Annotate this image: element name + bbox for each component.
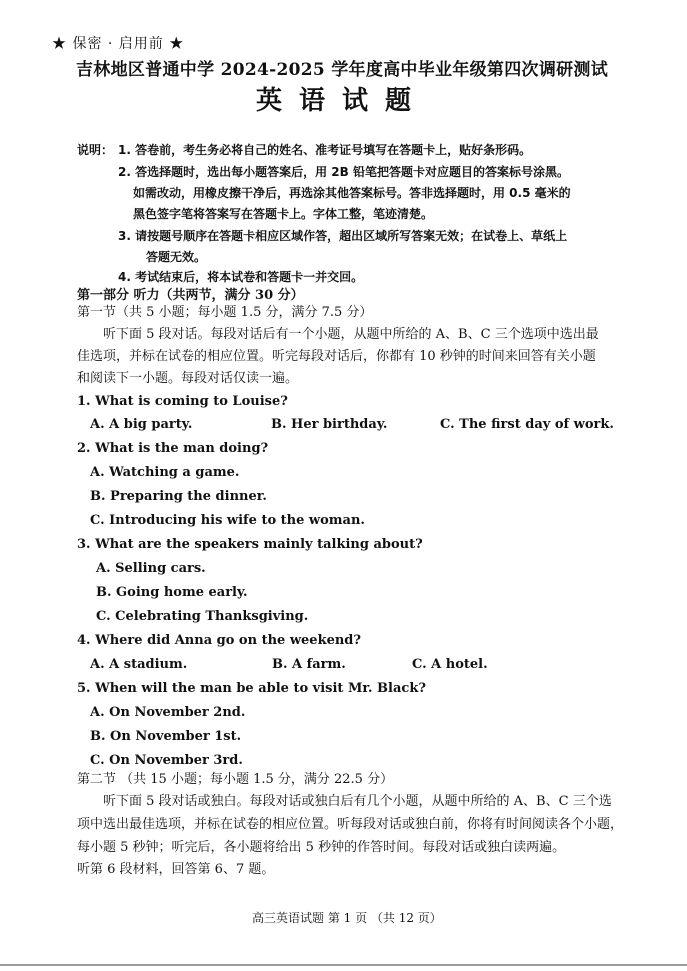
question-option: B. Her birthday. bbox=[271, 417, 388, 432]
instruction-line-6: 答题无效。 bbox=[146, 250, 207, 264]
subject-title: 英语试题 bbox=[256, 86, 429, 116]
question-stem: 2. What is the man doing? bbox=[77, 441, 269, 456]
section2-directions-line-2: 项中选出最佳选项，并标在试卷的相应位置。听每段对话或独白前，你将有时间阅读各个小题， bbox=[77, 817, 624, 832]
question-stem: 3. What are the speakers mainly talking about? bbox=[77, 537, 423, 552]
question-option: B. On November 1st. bbox=[90, 729, 242, 744]
question-option: A. Watching a game. bbox=[90, 465, 240, 480]
question-option: B. Going home early. bbox=[96, 585, 248, 600]
question-option: A. A stadium. bbox=[90, 657, 188, 672]
instructions-label: 说明： bbox=[77, 143, 114, 157]
question-option: C. On November 3rd. bbox=[90, 753, 243, 768]
section1-title: 第一节（共 5 小题；每小题 1.5 分，满分 7.5 分） bbox=[77, 305, 373, 320]
question-option: A. Selling cars. bbox=[96, 561, 206, 576]
page-footer: 高三英语试题 第 1 页 （共 12 页） bbox=[252, 911, 442, 925]
instruction-line-3: 如需改动，用橡皮擦干净后，再选涂其他答案标号。答非选择题时，用 0.5 毫米的 bbox=[133, 186, 571, 200]
instruction-line-5: 3. 请按题号顺序在答题卡相应区域作答，超出区域所写答案无效；在试卷上、草纸上 bbox=[118, 229, 568, 243]
instruction-line-1: 1. 答卷前，考生务必将自己的姓名、准考证号填写在答题卡上，贴好条形码。 bbox=[118, 143, 532, 157]
question-stem: 1. What is coming to Louise? bbox=[77, 394, 288, 409]
part1-title: 第一部分 听力（共两节，满分 30 分） bbox=[77, 288, 304, 303]
question-option: A. A big party. bbox=[90, 417, 193, 432]
question-option: A. On November 2nd. bbox=[90, 705, 246, 720]
question-option: C. The first day of work. bbox=[440, 417, 614, 432]
exam-title: 吉林地区普通中学 2024-2025 学年度高中毕业年级第四次调研测试 bbox=[76, 60, 609, 80]
section2-material-note: 听第 6 段材料，回答第 6、7 题。 bbox=[77, 862, 275, 877]
section1-directions-line-3: 和阅读下一小题。每段对话仅读一遍。 bbox=[77, 371, 299, 386]
question-option: B. A farm. bbox=[272, 657, 346, 672]
question-option: C. Introducing his wife to the woman. bbox=[90, 513, 365, 528]
confidential-label: ★ 保密 · 启用前 ★ bbox=[52, 36, 185, 52]
section2-directions-line-3: 每小题 5 秒钟；听完后，各小题将给出 5 秒钟的作答时间。每段对话或独白读两遍。 bbox=[77, 840, 566, 855]
section2-title: 第二节 （共 15 小题；每小题 1.5 分，满分 22.5 分） bbox=[77, 772, 394, 787]
question-option: C. Celebrating Thanksgiving. bbox=[96, 609, 309, 624]
question-option: C. A hotel. bbox=[412, 657, 488, 672]
section1-directions-line-1: 听下面 5 段对话。每段对话后有一个小题，从题中所给的 A、B、C 三个选项中选出最 bbox=[103, 327, 599, 342]
instruction-line-4: 黑色签字笔将答案写在答题卡上。字体工整，笔迹清楚。 bbox=[133, 207, 434, 221]
question-option: B. Preparing the dinner. bbox=[90, 489, 267, 504]
bottom-divider bbox=[0, 964, 687, 966]
section2-directions-line-1: 听下面 5 段对话或独白。每段对话或独白后有几个小题，从题中所给的 A、B、C 三个选 bbox=[103, 794, 612, 809]
question-stem: 5. When will the man be able to visit Mr. Black? bbox=[77, 681, 426, 696]
section1-directions-line-2: 佳选项，并标在试卷的相应位置。听完每段对话后，你都有 10 秒钟的时间来回答有关小题 bbox=[77, 349, 596, 364]
question-stem: 4. Where did Anna go on the weekend? bbox=[77, 633, 362, 648]
instruction-line-2: 2. 答选择题时，选出每小题答案后，用 2B 铅笔把答题卡对应题目的答案标号涂黑。 bbox=[118, 165, 569, 179]
instruction-line-7: 4. 考试结束后，将本试卷和答题卡一并交回。 bbox=[118, 270, 364, 284]
